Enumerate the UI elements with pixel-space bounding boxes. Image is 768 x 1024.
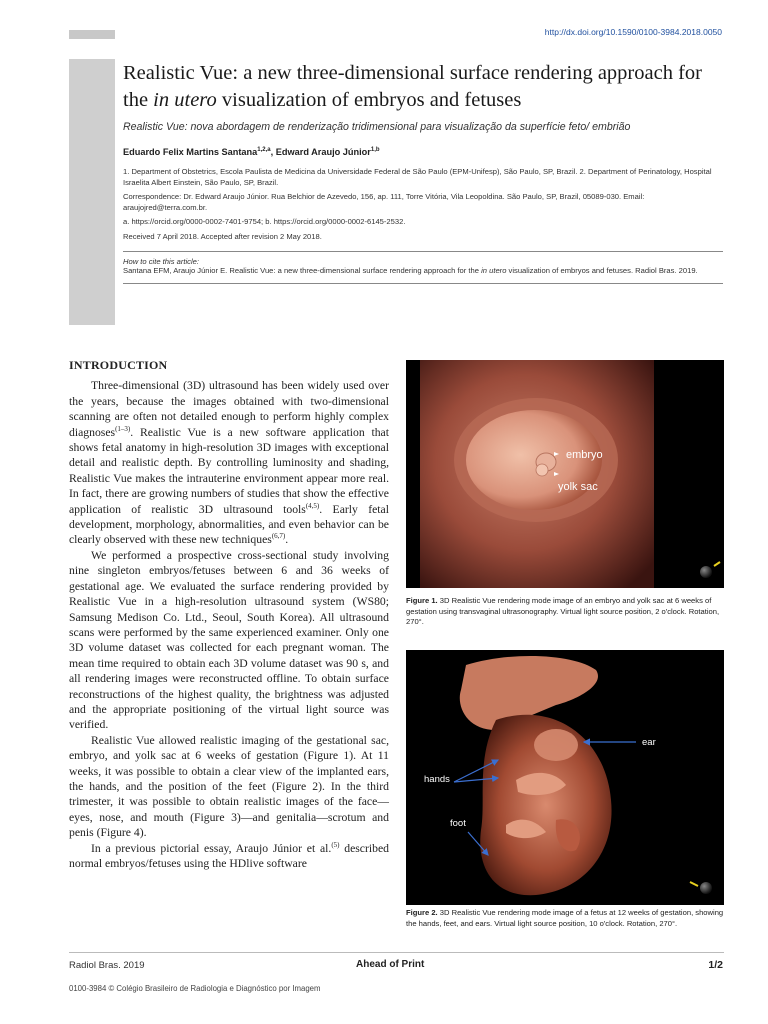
citation-rule-top	[123, 251, 723, 252]
p1-text-a: Three-dimensional (3D) ultrasound has been widely used over the years, because the images obtained with two-dimensional scanning are often not detailed enough to perform highly complex diagnoses	[69, 379, 389, 439]
ref-marker: (1–3)	[115, 424, 131, 433]
citation-italic: in utero	[481, 266, 507, 276]
figure-1-caption	[406, 596, 724, 628]
p1-text-d: .	[285, 533, 289, 547]
figure-2-caption-text: 3D Realistic Vue rendering mode image of a fetus at 12 weeks of gestation, showing the hands, feet, and ears. Virtual light source position, 10 o'clock. Rotation, 270°.	[406, 908, 724, 928]
citation-label: How to cite this article:	[123, 257, 199, 267]
copyright-notice: 0100-3984 © Colégio Brasileiro de Radiologia e Diagnóstico por Imagem	[69, 984, 321, 993]
paragraph-2: We performed a prospective cross-sectional study involving nine singleton embryos/fetuses between 6 and 36 weeks of gestational age. We evaluated the surface rendering provided by Realistic Vue in a high-resolution ultrasound system (WS80; Samsung Medison Co. Ltd., Seoul, South Korea). All ultrasound scans were performed by the same experienced examiner. Only one 3D volume dataset was collected for each pregnant woman. The mean time required to obtain each 3D volume dataset was 90 s, and all rendering images were reconstructed offline. To obtain surface reconstructions of the highest quality, the brightness was adjusted and the appropriate positioning of the virtual light source was verified.	[69, 548, 389, 732]
p1-text-b: . Realistic Vue is a new software application that shows fetal anatomy in high-resolution 3D images with exceptional detail and realistic depth. By controlling luminosity and shading, Realistic Vue makes the intrauterine environment appear more real. In fact, there are growing numbers of studies that show the effective application of realistic 3D ultrasound tools	[69, 425, 389, 516]
author-1-affil: 1,2,a	[257, 147, 271, 153]
figure-1-image	[406, 360, 724, 588]
article-header	[123, 60, 723, 284]
author-2: Edward Araujo Júnior	[275, 147, 371, 158]
orcid-ids: a. https://orcid.org/0000-0002-7401-9754; b. https://orcid.org/0000-0002-6145-2532.	[123, 217, 406, 227]
figure-2-caption-label: Figure 2.	[406, 908, 438, 917]
title-part-1: Realistic Vue: a new three-dimensional surface rendering approach for the	[123, 62, 702, 111]
section-heading: INTRODUCTION	[69, 358, 168, 372]
figure-1-caption-label: Figure 1.	[406, 596, 438, 605]
received-dates: Received 7 April 2018. Accepted after revision 2 May 2018.	[123, 231, 322, 241]
article-title	[123, 60, 723, 114]
author-1: Eduardo Felix Martins Santana	[123, 147, 258, 158]
author-separator: ,	[270, 147, 276, 158]
citation-text-2: visualization of embryos and fetuses. Radiol Bras. 2019.	[506, 266, 698, 276]
footer-rule	[69, 952, 724, 953]
figure-2-label-foot: foot	[450, 818, 466, 829]
citation-rule-bottom	[123, 283, 723, 284]
figure-1-label-embryo: embryo	[566, 449, 603, 461]
p4-text-a: In a previous pictorial essay, Araujo Júnior et al.	[91, 841, 332, 855]
introduction-column	[69, 358, 389, 871]
author-2-affil: 1,b	[370, 147, 380, 153]
figure-1-label-yolk-sac: yolk sac	[558, 481, 598, 493]
paragraph-4	[69, 841, 389, 872]
light-source-icon	[700, 882, 712, 894]
author-list	[123, 147, 723, 157]
p4-text-b: described normal embryos/fetuses using the HDlive software	[69, 841, 390, 870]
correspondence: Correspondence: Dr. Edward Araujo Júnior. Rua Belchior de Azevedo, 156, ap. 111, Torre Vitória, Vila Leopoldina. São Paulo, SP, Brazil, 05089-030. Email: araujojred@terra.com.br.	[123, 192, 645, 212]
title-side-band	[69, 59, 115, 325]
paragraph-3: Realistic Vue allowed realistic imaging of the gestational sac, embryo, and yolk sac at 6 weeks of gestation (Figure 1). At 11 weeks, it was possible to obtain a clear view of the implanted ears, the hands, and the position of the feet (Figure 2). In the third trimester, it was possible to obtain realistic images of the face—eyes, nose, and mouth (Figure 3)—and genitalia—scrotum and penis (Figure 4).	[69, 733, 389, 840]
article-subtitle: Realistic Vue: nova abordagem de renderização tridimensional para visualização da superfície feto/ embrião	[123, 121, 631, 133]
figure-2-caption	[406, 908, 724, 929]
top-decor-bar	[69, 30, 115, 39]
figure-2-label-hands: hands	[424, 774, 450, 785]
footer-status: Ahead of Print	[356, 959, 425, 970]
citation-text-1: Santana EFM, Araujo Júnior E. Realistic Vue: a new three-dimensional surface rendering approach for the	[123, 266, 482, 276]
title-part-2: visualization of embryos and fetuses	[216, 89, 522, 111]
ref-marker: (4,5)	[305, 501, 320, 510]
p1-text-c: . Early fetal development, morphology, abnormalities, and even behavior can be clearly observed with these new techniques	[69, 502, 389, 547]
figure-1-caption-text: 3D Realistic Vue rendering mode image of an embryo and yolk sac at 6 weeks of gestation using transvaginal ultrasonography. Virtual light source position, 2 o'clock. Rotation, 270°.	[406, 596, 720, 626]
affiliations	[123, 167, 723, 242]
footer-journal: Radiol Bras. 2019	[69, 960, 145, 971]
figure-2-image	[406, 650, 724, 905]
figure-2-label-ear: ear	[642, 737, 656, 748]
doi-link[interactable]: http://dx.doi.org/10.1590/0100-3984.2018.0050	[544, 27, 722, 37]
paragraph-1	[69, 378, 389, 547]
citation-text	[123, 266, 723, 277]
light-source-icon	[700, 566, 712, 578]
ref-marker: (6,7)	[271, 532, 286, 541]
affiliation-departments: 1. Department of Obstetrics, Escola Paulista de Medicina da Universidade Federal de São Paulo (EPM-Unifesp), São Paulo, SP, Brazil. 2. Department of Perinatology, Hospital Israelita Albert Einstein, São Paulo, SP, Brazil.	[123, 167, 712, 187]
page-number: 1/2	[708, 959, 723, 971]
title-italic: in utero	[153, 89, 217, 111]
ref-marker: (5)	[331, 840, 340, 849]
